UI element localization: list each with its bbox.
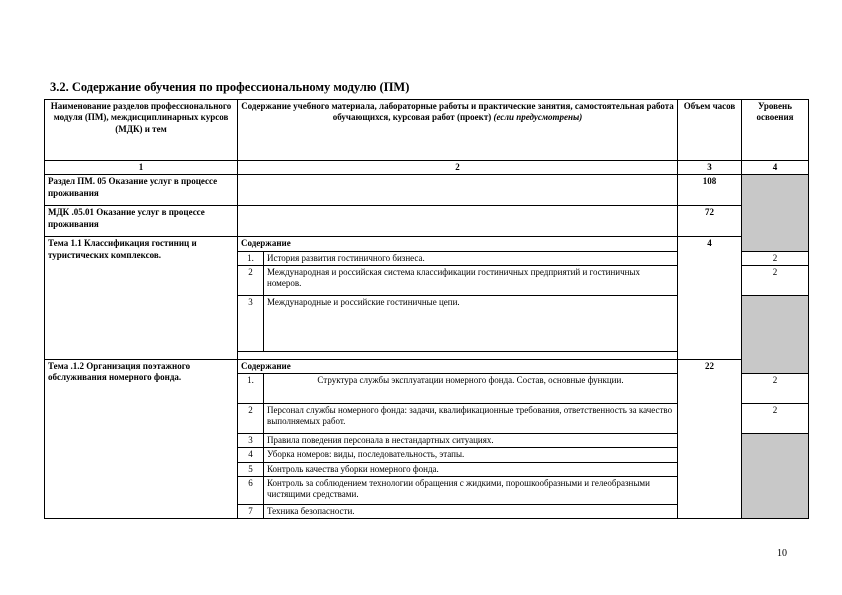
item-number: 1. xyxy=(238,251,264,265)
item-text: Уборка номеров: виды, последовательность, этапы. xyxy=(264,448,678,462)
item-number: 4 xyxy=(238,448,264,462)
item-level: 2 xyxy=(742,251,809,265)
item-level: 2 xyxy=(742,404,809,434)
item-text: История развития гостиничного бизнеса. xyxy=(264,251,678,265)
col-number: 3 xyxy=(678,161,742,175)
item-text: Международные и российские гостиничные цепи. xyxy=(264,295,678,351)
item-text: Персонал службы номерного фонда: задачи, квалификационные требования, ответственность за качество выполняемых работ. xyxy=(264,404,678,434)
section-name: Раздел ПМ. 05 Оказание услуг в процессе проживания xyxy=(45,175,238,206)
item-text: Контроль за соблюдением технологии обращения с жидкими, порошкообразными и гелеобразными чистящими средствами. xyxy=(264,476,678,504)
item-text: Правила поведения персонала в нестандартных ситуациях. xyxy=(264,434,678,448)
header-col2-main: Содержание учебного материала, лабораторные работы и практические занятия, самостоятельная работа обучающихся, курсовая работ (проект) xyxy=(241,101,674,123)
table-header-row xyxy=(45,100,809,161)
topic1-content-row xyxy=(45,237,809,251)
item-text: Техника безопасности. xyxy=(264,504,678,518)
mdk-name: МДК .05.01 Оказание услуг в процессе проживания xyxy=(45,206,238,237)
empty-content-cell xyxy=(238,351,678,359)
section-hours: 108 xyxy=(678,175,742,206)
topic1-name: Тема 1.1 Классификация гостиниц и туристических комплексов. xyxy=(45,237,238,360)
item-number: 7 xyxy=(238,504,264,518)
section-title: 3.2. Содержание обучения по профессиональному модулю (ПМ) xyxy=(50,80,410,94)
item-text: Структура службы эксплуатации номерного фонда. Состав, основные функции. xyxy=(264,374,678,404)
item-number: 3 xyxy=(238,295,264,351)
column-number-row xyxy=(45,161,809,175)
topic2-content-row xyxy=(45,359,809,373)
col-number: 1 xyxy=(45,161,238,175)
mdk-row xyxy=(45,206,809,237)
level-gray-cell xyxy=(742,175,809,251)
section-content xyxy=(238,175,678,206)
item-number: 6 xyxy=(238,476,264,504)
item-number: 3 xyxy=(238,434,264,448)
topic2-name: Тема .1.2 Организация поэтажного обслуживания номерного фонда. xyxy=(45,359,238,518)
topic1-content-label: Содержание xyxy=(238,237,678,251)
mdk-content xyxy=(238,206,678,237)
level-gray-cell xyxy=(742,434,809,519)
topic2-hours: 22 xyxy=(678,359,742,518)
topic1-hours: 4 xyxy=(678,237,742,360)
curriculum-table xyxy=(44,99,809,519)
header-col2 xyxy=(238,100,678,161)
item-number: 2 xyxy=(238,265,264,295)
header-col1: Наименование разделов профессионального модуля (ПМ), междисциплинарных курсов (МДК) и тем xyxy=(45,100,238,161)
item-level: 2 xyxy=(742,265,809,295)
header-col2-italic: (если предусмотрены) xyxy=(493,112,583,123)
level-gray-cell xyxy=(742,295,809,373)
item-number: 5 xyxy=(238,462,264,476)
item-number: 2 xyxy=(238,404,264,434)
item-number: 1. xyxy=(238,374,264,404)
col-number: 4 xyxy=(742,161,809,175)
col-number: 2 xyxy=(238,161,678,175)
header-col4: Уровень освоения xyxy=(742,100,809,161)
item-text: Контроль качества уборки номерного фонда. xyxy=(264,462,678,476)
item-level: 2 xyxy=(742,374,809,404)
header-col3: Объем часов xyxy=(678,100,742,161)
item-text: Международная и российская система классификации гостиничных предприятий и гостиничных номеров. xyxy=(264,265,678,295)
page-number: 10 xyxy=(777,548,787,559)
mdk-hours: 72 xyxy=(678,206,742,237)
section-row xyxy=(45,175,809,206)
topic2-content-label: Содержание xyxy=(238,359,678,373)
